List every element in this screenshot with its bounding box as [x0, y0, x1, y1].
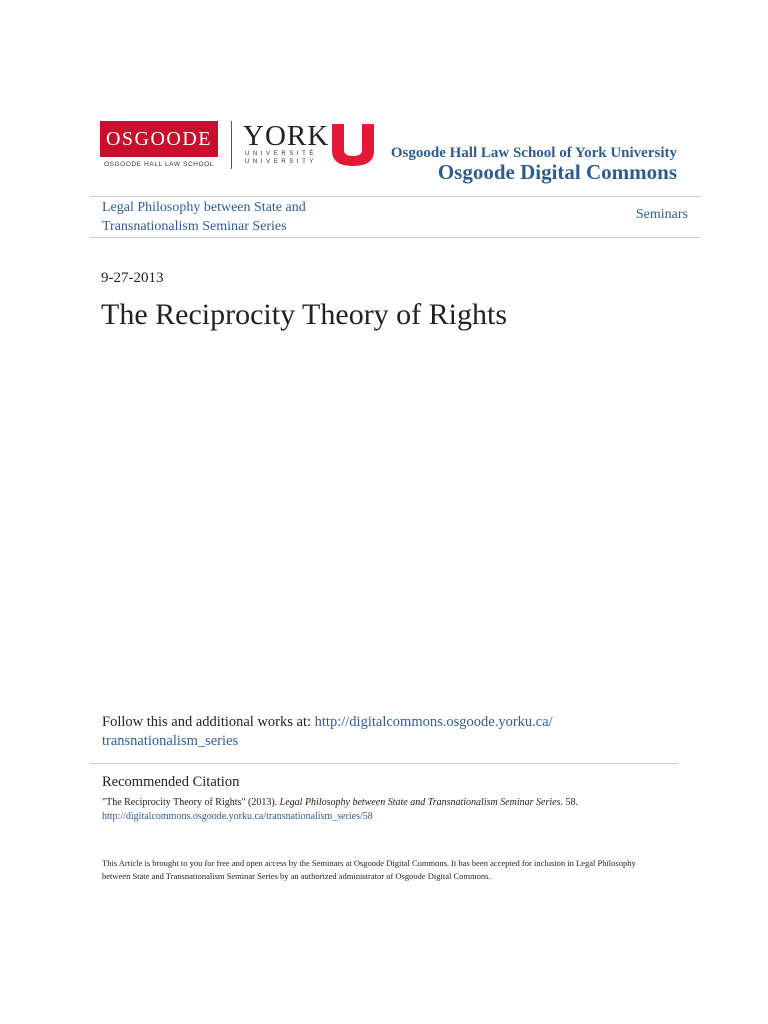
follow-prefix: Follow this and additional works at:: [102, 714, 315, 730]
divider-citation: [90, 763, 678, 764]
citation-part1: "The Reciprocity Theory of Rights" (2013).: [102, 797, 280, 808]
divider-top: [90, 196, 700, 197]
repository-name[interactable]: Osgoode Digital Commons: [437, 160, 677, 184]
seminars-link[interactable]: Seminars: [635, 207, 688, 222]
york-logo-university: UNIVERSITY: [245, 159, 318, 165]
osgoode-logo-text: OSGOODE: [100, 121, 218, 157]
citation-part2: . 58.: [560, 797, 578, 808]
follow-url-line1[interactable]: http://digitalcommons.osgoode.yorku.ca/: [314, 714, 553, 730]
article-title: The Reciprocity Theory of Rights: [101, 298, 508, 331]
institution-name[interactable]: Osgoode Hall Law School of York University: [390, 145, 677, 161]
osgoode-logo: [100, 121, 218, 171]
york-u-icon: [332, 124, 374, 166]
logo-divider: [231, 121, 232, 169]
york-logo: [243, 121, 375, 169]
divider-bottom: [90, 237, 700, 238]
york-logo-word: YORK: [243, 120, 330, 152]
citation-series: Legal Philosophy between State and Transnationalism Seminar Series: [279, 797, 561, 808]
article-date: 9-27-2013: [101, 270, 164, 286]
osgoode-logo-subtitle: OSGOODE HALL LAW SCHOOL: [103, 161, 215, 168]
citation-url-link[interactable]: http://digitalcommons.osgoode.yorku.ca/transnationalism_series/58: [102, 811, 373, 822]
follow-section: [102, 713, 702, 751]
access-notice: This Article is brought to you for free and open access by the Seminars at Osgoode Digital Commons. It has been accepted for inclusion in Legal Philosophy between State and Transnationalism Seminar Series by an authorized administrator of Osgoode Digital Commons.: [102, 858, 636, 881]
follow-url-line2[interactable]: transnationalism_series: [102, 733, 239, 749]
citation-text: [102, 796, 702, 824]
recommended-citation-heading: Recommended Citation: [102, 774, 240, 790]
york-logo-universite: UNIVERSITÉ: [245, 151, 318, 157]
series-title-link[interactable]: Legal Philosophy between State and Transnationalism Seminar Series: [102, 200, 306, 234]
